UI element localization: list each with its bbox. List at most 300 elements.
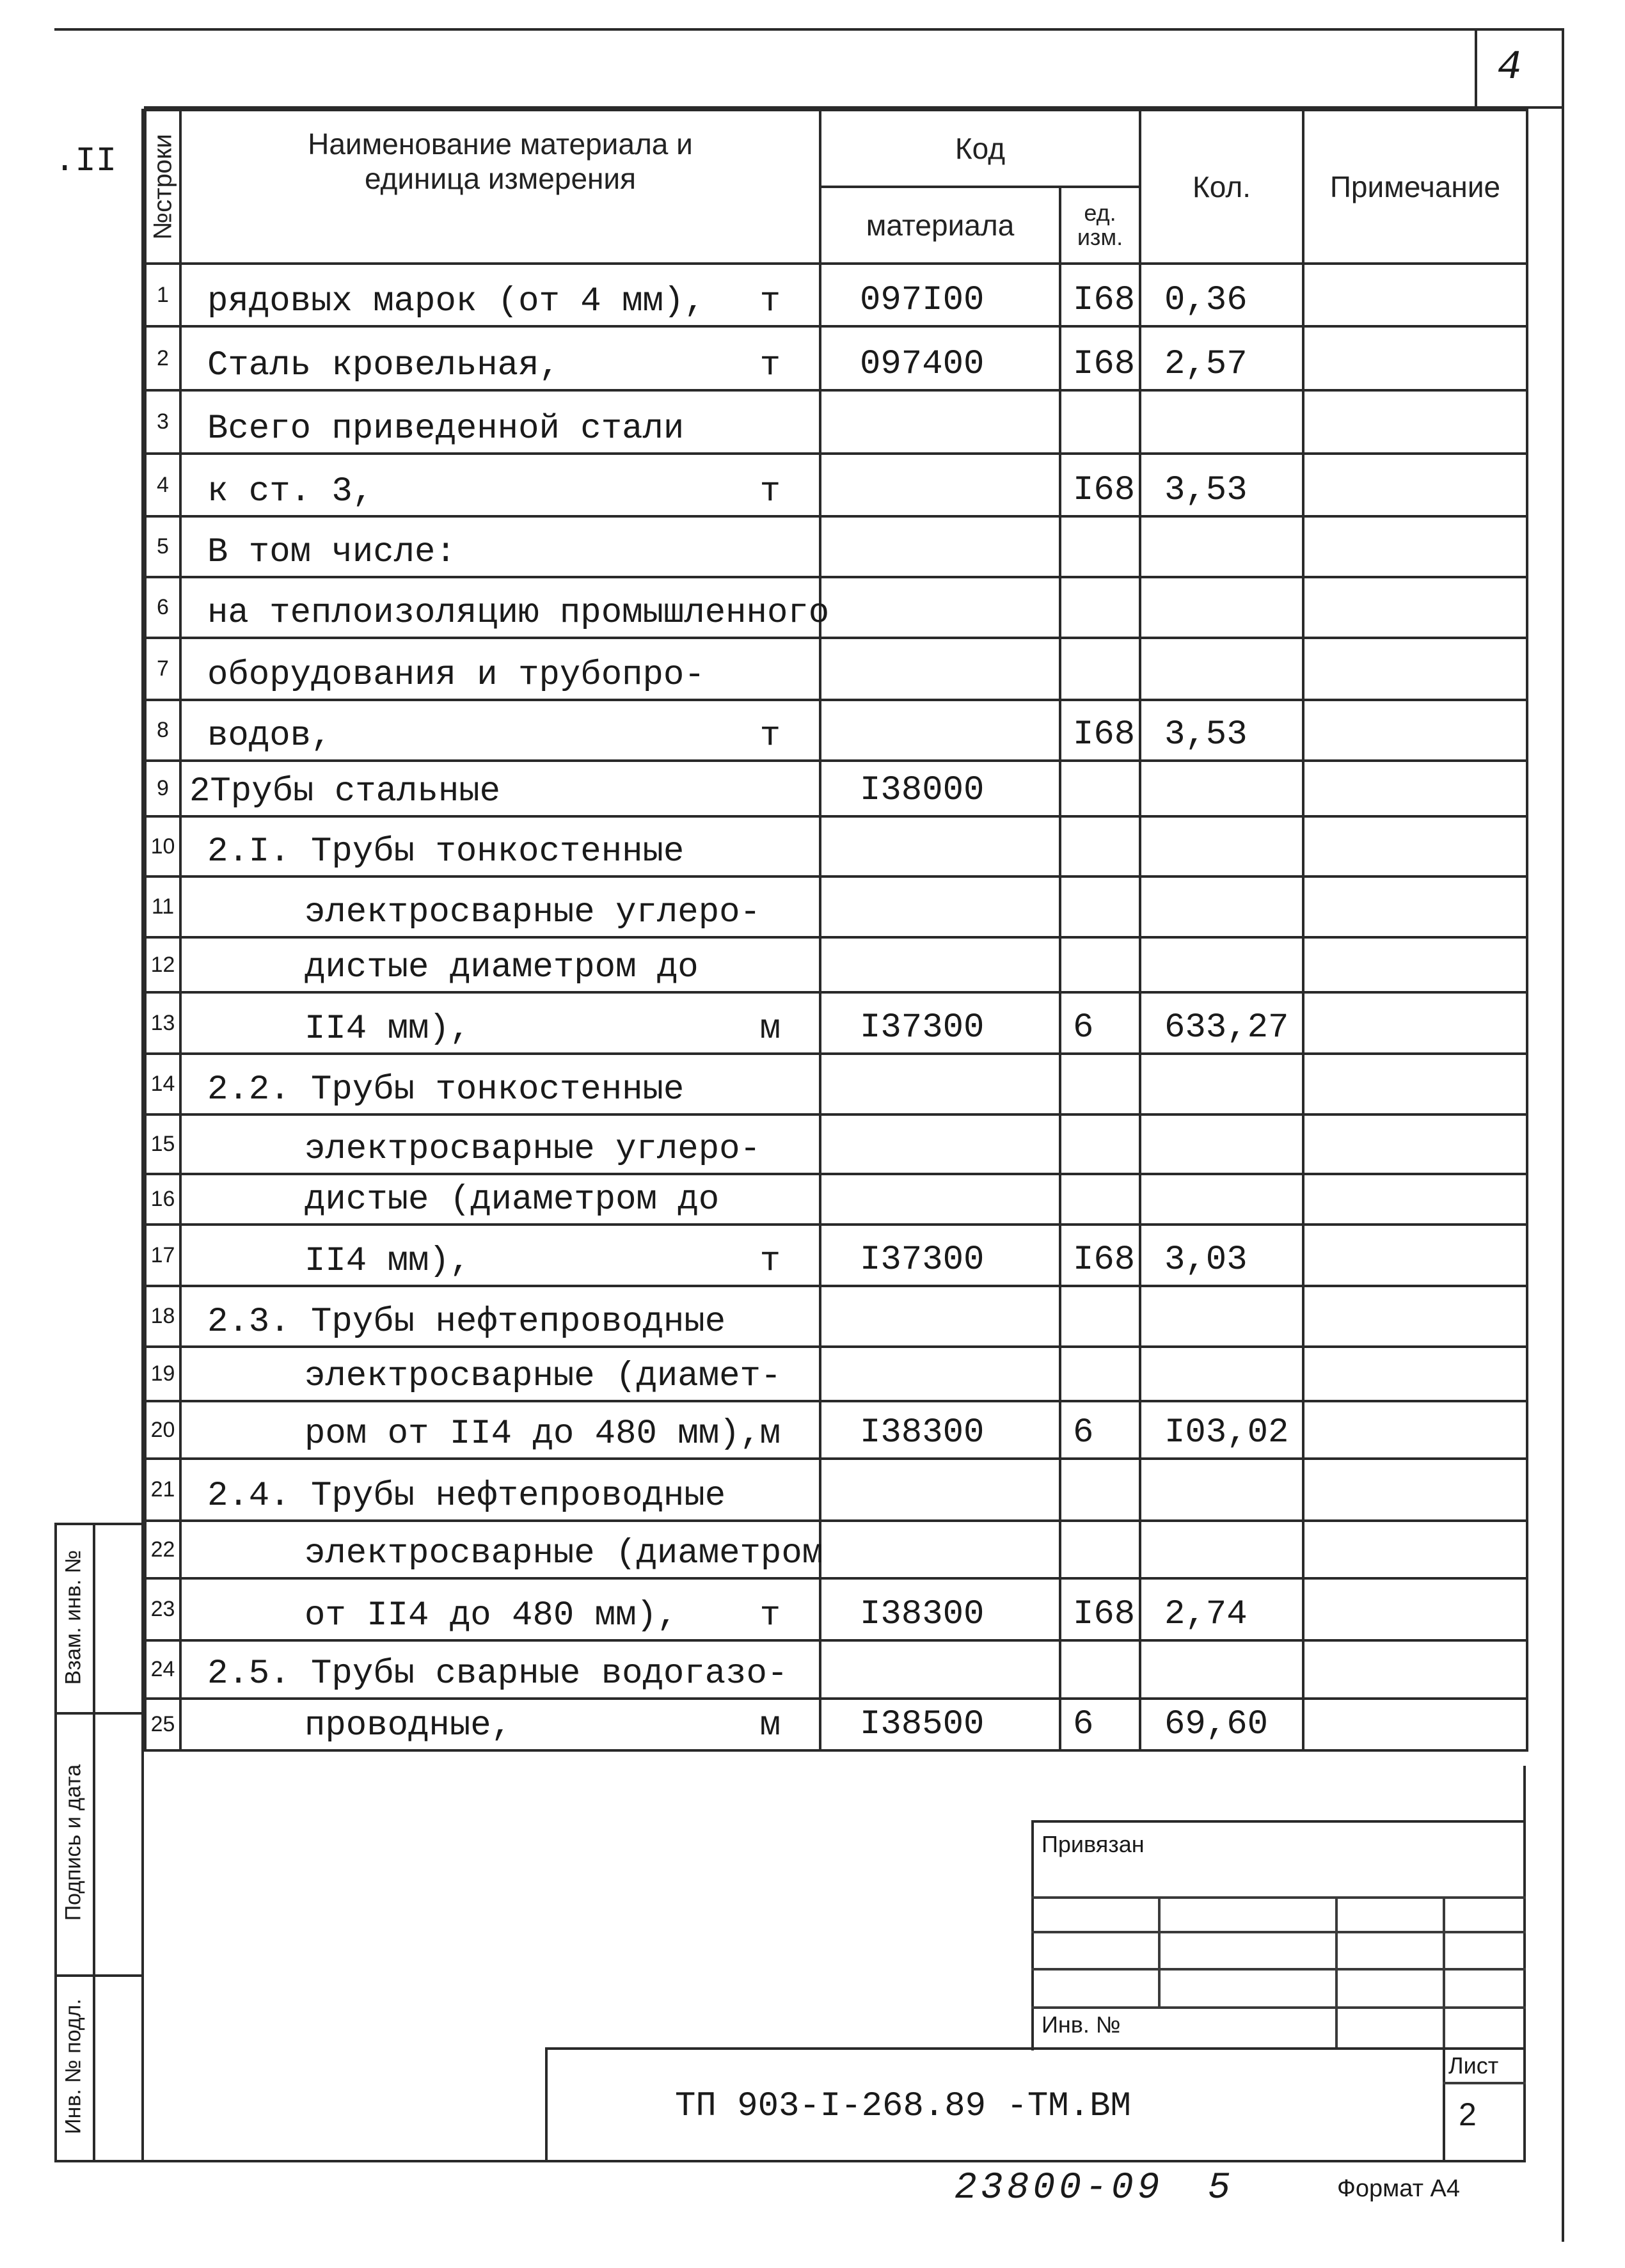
row-number-text: 12 (150, 952, 175, 977)
row-number-text: 7 (157, 656, 169, 681)
row-number-text: 6 (157, 595, 169, 619)
row-number (145, 1286, 180, 1347)
note-cell (1303, 876, 1527, 937)
material-code: I37300 (860, 1008, 985, 1047)
quantity-cell (1140, 1225, 1303, 1286)
material-name: электросварные углеро- (305, 1130, 761, 1169)
stamp-sheet-divider (1443, 2082, 1526, 2084)
material-name-cell (180, 992, 820, 1054)
table-row (145, 1114, 1527, 1174)
right-border-line (1562, 28, 1564, 2242)
row-number (145, 1699, 180, 1750)
row-number-text: 21 (150, 1477, 175, 1502)
row-number (145, 937, 180, 992)
table-row (145, 1401, 1527, 1459)
material-name-cell (180, 700, 820, 761)
material-code-cell (820, 454, 1060, 516)
material-unit: м (759, 1010, 781, 1049)
material-code-cell (820, 516, 1060, 577)
material-name: 2.I. Трубы тонкостенные (207, 832, 685, 871)
quantity-cell (1140, 816, 1303, 876)
quantity-cell (1140, 700, 1303, 761)
margin-mark: .II (54, 142, 117, 181)
quantity-cell (1140, 1578, 1303, 1640)
row-number (145, 1640, 180, 1699)
material-code-cell (820, 264, 1060, 326)
quantity: 0,36 (1164, 281, 1248, 320)
row-number-header-label: №строки (148, 134, 177, 240)
material-code-header: материала (820, 187, 1060, 264)
quantity-cell (1140, 992, 1303, 1054)
row-number-text: 15 (150, 1132, 175, 1156)
row-number-text: 2 (157, 345, 169, 370)
material-name: водов, (207, 717, 332, 756)
material-code-cell (820, 390, 1060, 454)
material-code-cell (820, 937, 1060, 992)
material-name-cell (180, 876, 820, 937)
document-code: ТП 903-I-268.89 -ТМ.ВМ (675, 2087, 1131, 2126)
row-number-text: 14 (150, 1072, 175, 1096)
row-number (145, 816, 180, 876)
note-cell (1303, 1401, 1527, 1459)
row-number (145, 1174, 180, 1225)
row-number-text: 25 (150, 1712, 175, 1736)
material-code-cell (820, 1174, 1060, 1225)
stamp-bound-col1 (1158, 1896, 1161, 2006)
table-row (145, 876, 1527, 937)
unit-code-cell (1060, 937, 1140, 992)
material-name-cell (180, 1054, 820, 1114)
material-name-cell (180, 1459, 820, 1521)
table-row (145, 1174, 1527, 1225)
material-name: электросварные (диаметром (305, 1534, 823, 1573)
quantity: 2,57 (1164, 345, 1248, 384)
qty-header: Кол. (1140, 110, 1303, 264)
row-number (145, 876, 180, 937)
row-number-text: 19 (150, 1361, 175, 1386)
note-cell (1303, 1459, 1527, 1521)
row-number-text: 17 (150, 1242, 175, 1267)
lower-right-border (1523, 1766, 1526, 2162)
unit-code-cell (1060, 1699, 1140, 1750)
row-number (145, 700, 180, 761)
note-cell (1303, 1521, 1527, 1578)
material-code: I38500 (860, 1705, 985, 1744)
material-name-cell (180, 1640, 820, 1699)
unit-code-cell (1060, 1401, 1140, 1459)
note-cell (1303, 992, 1527, 1054)
unit-code-cell (1060, 264, 1140, 326)
material-code-cell (820, 1578, 1060, 1640)
note-cell (1303, 1286, 1527, 1347)
material-name-cell (180, 454, 820, 516)
material-name-cell (180, 1401, 820, 1459)
stamp-title-top (545, 2047, 1526, 2050)
material-unit: т (759, 472, 781, 511)
table-row (145, 816, 1527, 876)
unit-code-cell (1060, 516, 1140, 577)
material-code-cell (820, 876, 1060, 937)
stamp-bound-top (1031, 1820, 1526, 1823)
unit-code: I68 (1073, 1595, 1136, 1634)
note-cell (1303, 1174, 1527, 1225)
table-row (145, 700, 1527, 761)
replace-inv-label: Взам. инв. № (61, 1550, 86, 1685)
unit-code-cell (1060, 326, 1140, 390)
unit-code-cell (1060, 1578, 1140, 1640)
row-number (145, 1054, 180, 1114)
page-number: 4 (1497, 45, 1522, 91)
material-code-cell (820, 1054, 1060, 1114)
quantity: 2,74 (1164, 1595, 1248, 1634)
table-row (145, 1640, 1527, 1699)
material-name-cell (180, 1225, 820, 1286)
material-name: проводные, (305, 1706, 512, 1745)
material-name-cell (180, 577, 830, 638)
material-name-cell (180, 516, 820, 577)
material-code: 097I00 (860, 281, 985, 320)
unit-code-cell (1060, 454, 1140, 516)
quantity-cell (1140, 390, 1303, 454)
material-unit: т (759, 717, 781, 756)
table-row (145, 761, 1527, 816)
material-code: I38300 (860, 1595, 985, 1634)
material-code: I38300 (860, 1413, 985, 1452)
row-number (145, 1225, 180, 1286)
quantity-cell (1140, 937, 1303, 992)
unit-code-cell (1060, 876, 1140, 937)
table-row (145, 1521, 1527, 1578)
quantity-cell (1140, 1699, 1303, 1750)
table-row (145, 1459, 1527, 1521)
row-number (145, 638, 180, 700)
material-name: на теплоизоляцию промышленного (207, 594, 830, 633)
unit-code-header-line1: ед. (1084, 200, 1116, 226)
material-code-cell (820, 1699, 1060, 1750)
material-unit: т (759, 346, 781, 385)
unit-code-cell (1060, 638, 1140, 700)
unit-code-header (1060, 187, 1140, 264)
material-name: 2.5. Трубы сварные водогазо- (207, 1654, 788, 1693)
table-row (145, 390, 1527, 454)
unit-code: I68 (1073, 281, 1136, 320)
row-number (145, 1521, 180, 1578)
material-name: электросварные углеро- (305, 893, 761, 932)
table-row (145, 264, 1527, 326)
table-row (145, 1225, 1527, 1286)
table-row (145, 937, 1527, 992)
unit-code-cell (1060, 1347, 1140, 1401)
quantity-cell (1140, 326, 1303, 390)
quantity-cell (1140, 264, 1303, 326)
table-row (145, 1054, 1527, 1114)
quantity-cell (1140, 1114, 1303, 1174)
row-number-text: 22 (150, 1537, 175, 1562)
copy-number: 5 (1208, 2168, 1230, 2209)
material-code-cell (820, 1114, 1060, 1174)
note-cell (1303, 1114, 1527, 1174)
unit-code: I68 (1073, 471, 1136, 510)
name-header (180, 110, 820, 264)
row-number (145, 1114, 180, 1174)
row-number-text: 8 (157, 718, 169, 742)
material-code-cell (820, 326, 1060, 390)
unit-code: 6 (1073, 1008, 1094, 1047)
note-cell (1303, 390, 1527, 454)
table-row (145, 1286, 1527, 1347)
row-number (145, 1401, 180, 1459)
material-name: от II4 до 480 мм), (305, 1596, 678, 1635)
quantity-cell (1140, 1054, 1303, 1114)
note-cell (1303, 1640, 1527, 1699)
material-code-cell (820, 1286, 1060, 1347)
material-name-cell (180, 1521, 823, 1578)
table-row (145, 516, 1527, 577)
material-name: В том числе: (207, 533, 456, 572)
material-name-cell (180, 937, 820, 992)
material-unit: м (759, 1706, 781, 1745)
row-number-text: 24 (150, 1657, 175, 1681)
quantity: I03,02 (1164, 1413, 1289, 1452)
note-cell (1303, 816, 1527, 876)
page-number-box-left (1475, 28, 1477, 109)
material-unit: т (759, 1242, 781, 1281)
table-row (145, 638, 1527, 700)
material-name-cell (180, 1578, 820, 1640)
row-number (145, 1459, 180, 1521)
note-cell (1303, 638, 1527, 700)
stamp-bound-row1 (1031, 1896, 1526, 1899)
material-code-cell (820, 1640, 1060, 1699)
row-number-text: 4 (157, 472, 169, 497)
stamp-bound-row3 (1031, 1968, 1526, 1971)
left-border-line (141, 109, 144, 2162)
stamp-bound-col2 (1335, 1896, 1338, 2047)
stamp-bound-left (1031, 1820, 1034, 2050)
row-number (145, 264, 180, 326)
name-header-line1: Наименование материала и (308, 127, 693, 161)
material-name-cell (180, 1286, 820, 1347)
unit-code-cell (1060, 390, 1140, 454)
material-name: ром от II4 до 480 мм), (305, 1415, 761, 1454)
table-row (145, 454, 1527, 516)
unit-code-cell (1060, 1114, 1140, 1174)
material-name-cell (180, 1174, 820, 1225)
quantity: 3,53 (1164, 715, 1248, 754)
material-name: дистые (диаметром до (305, 1180, 720, 1219)
note-cell (1303, 1699, 1527, 1750)
material-code-cell (820, 1521, 1060, 1578)
row-number (145, 516, 180, 577)
material-name-cell (180, 326, 820, 390)
note-cell (1303, 516, 1527, 577)
note-cell (1303, 577, 1527, 638)
quantity-cell (1140, 1286, 1303, 1347)
stamp-bound-row2 (1031, 1931, 1526, 1933)
material-code: I38000 (860, 771, 985, 810)
side-strip-div2 (54, 1974, 144, 1977)
quantity: 3,03 (1164, 1241, 1248, 1280)
note-header: Примечание (1303, 110, 1527, 264)
row-number-text: 20 (150, 1417, 175, 1442)
material-name-cell (180, 816, 820, 876)
side-strip-div1 (54, 1712, 144, 1715)
sheet-label: Лист (1448, 2052, 1499, 2079)
row-number-text: 10 (150, 834, 175, 859)
note-cell (1303, 454, 1527, 516)
material-name-cell (180, 1699, 820, 1750)
material-name-cell (180, 761, 820, 816)
stamp-bound-row4 (1031, 2006, 1526, 2009)
table-row (145, 1699, 1527, 1750)
material-name-cell (180, 1347, 820, 1401)
row-number-text: 13 (150, 1010, 175, 1035)
row-number (145, 390, 180, 454)
row-number (145, 761, 180, 816)
table-row (145, 326, 1527, 390)
unit-code: 6 (1073, 1705, 1094, 1744)
unit-code-cell (1060, 1521, 1140, 1578)
unit-code-cell (1060, 1640, 1140, 1699)
table-row (145, 577, 1527, 638)
material-name: 2.2. Трубы тонкостенные (207, 1070, 685, 1109)
quantity-cell (1140, 1521, 1303, 1578)
material-unit: м (759, 1415, 781, 1454)
material-name: к ст. 3, (207, 472, 374, 511)
row-number-text: 16 (150, 1187, 175, 1211)
materials-table (144, 109, 1528, 1752)
material-code-cell (820, 638, 1060, 700)
quantity-cell (1140, 876, 1303, 937)
row-number-text: 18 (150, 1304, 175, 1328)
note-cell (1303, 1578, 1527, 1640)
material-name: II4 мм), (305, 1010, 471, 1049)
quantity-cell (1140, 454, 1303, 516)
material-name: рядовых марок (от 4 мм), (207, 282, 705, 321)
top-border-line (54, 28, 1564, 31)
side-strip-top (54, 1523, 144, 1525)
row-number-header (145, 110, 180, 264)
material-name: оборудования и трубопро- (207, 656, 705, 695)
note-cell (1303, 761, 1527, 816)
material-code-cell (820, 700, 1060, 761)
unit-code-cell (1060, 1174, 1140, 1225)
table-row (145, 1347, 1527, 1401)
note-cell (1303, 1225, 1527, 1286)
unit-code-cell (1060, 1286, 1140, 1347)
unit-code: I68 (1073, 345, 1136, 384)
row-number (145, 577, 180, 638)
sheet-number: 2 (1459, 2097, 1477, 2132)
stamp-title-left (545, 2047, 548, 2162)
quantity-cell (1140, 761, 1303, 816)
quantity-cell (1140, 577, 1303, 638)
material-name: 2.4. Трубы нефтепроводные (207, 1477, 726, 1516)
row-number-text: 23 (150, 1597, 175, 1621)
unit-code: I68 (1073, 1241, 1136, 1280)
quantity-cell (1140, 638, 1303, 700)
quantity-cell (1140, 516, 1303, 577)
row-number (145, 326, 180, 390)
material-name: электросварные (диамет- (305, 1357, 782, 1396)
unit-code-cell (1060, 1459, 1140, 1521)
note-cell (1303, 264, 1527, 326)
quantity: 69,60 (1164, 1705, 1269, 1744)
material-name: Всего приведенной стали (207, 409, 685, 448)
side-strip-mid (93, 1523, 95, 2162)
bottom-border-line (54, 2160, 1526, 2162)
quantity: 3,53 (1164, 471, 1248, 510)
material-name: 2.3. Трубы нефтепроводные (207, 1303, 726, 1342)
material-name: II4 мм), (305, 1242, 471, 1281)
material-name: дистые диаметром до (305, 948, 699, 987)
unit-code: 6 (1073, 1413, 1094, 1452)
note-cell (1303, 1054, 1527, 1114)
material-code-cell (820, 816, 1060, 876)
unit-code-cell (1060, 816, 1140, 876)
material-code: I37300 (860, 1241, 985, 1280)
note-cell (1303, 700, 1527, 761)
row-number (145, 992, 180, 1054)
row-number-text: 3 (157, 409, 169, 434)
quantity-cell (1140, 1347, 1303, 1401)
row-number-text: 1 (157, 282, 169, 307)
material-name-cell (180, 390, 820, 454)
material-name-cell (180, 638, 820, 700)
material-code: 097400 (860, 345, 985, 384)
quantity-cell (1140, 1401, 1303, 1459)
quantity: 633,27 (1164, 1008, 1289, 1047)
sign-date-label: Подпись и дата (61, 1764, 86, 1921)
unit-code-cell (1060, 577, 1140, 638)
row-number (145, 1578, 180, 1640)
unit-code-header-line2: изм. (1077, 224, 1123, 250)
row-number (145, 454, 180, 516)
row-number-text: 11 (151, 894, 175, 919)
material-name: Сталь кровельная, (207, 346, 560, 385)
material-code-cell (820, 992, 1060, 1054)
row-number (145, 1347, 180, 1401)
material-unit: т (759, 1596, 781, 1635)
side-strip-left (54, 1523, 57, 2162)
orig-inv-label: Инв. № подл. (61, 1999, 86, 2134)
material-code-cell (820, 1225, 1060, 1286)
material-code-cell (820, 1459, 1060, 1521)
material-code-cell (820, 761, 1060, 816)
stamp-bound-col3 (1443, 1896, 1445, 2047)
table-row (145, 992, 1527, 1054)
unit-code-cell (1060, 992, 1140, 1054)
note-cell (1303, 326, 1527, 390)
material-name-cell (180, 264, 820, 326)
quantity-cell (1140, 1174, 1303, 1225)
stamp-sheet-left (1443, 2047, 1445, 2162)
unit-code-cell (1060, 1225, 1140, 1286)
unit-code: I68 (1073, 715, 1136, 754)
name-header-line2: единица измерения (364, 162, 637, 195)
material-name-cell (180, 1114, 820, 1174)
material-code-cell (820, 577, 1060, 638)
material-code-cell (820, 1401, 1060, 1459)
table-row (145, 1578, 1527, 1640)
row-number-text: 5 (157, 534, 169, 559)
material-unit: т (759, 282, 781, 321)
material-code-cell (820, 1347, 1060, 1401)
bound-label: Привязан (1042, 1831, 1145, 1857)
code-header: Код (820, 110, 1140, 187)
quantity-cell (1140, 1459, 1303, 1521)
material-name: 2Трубы стальные (189, 772, 501, 811)
